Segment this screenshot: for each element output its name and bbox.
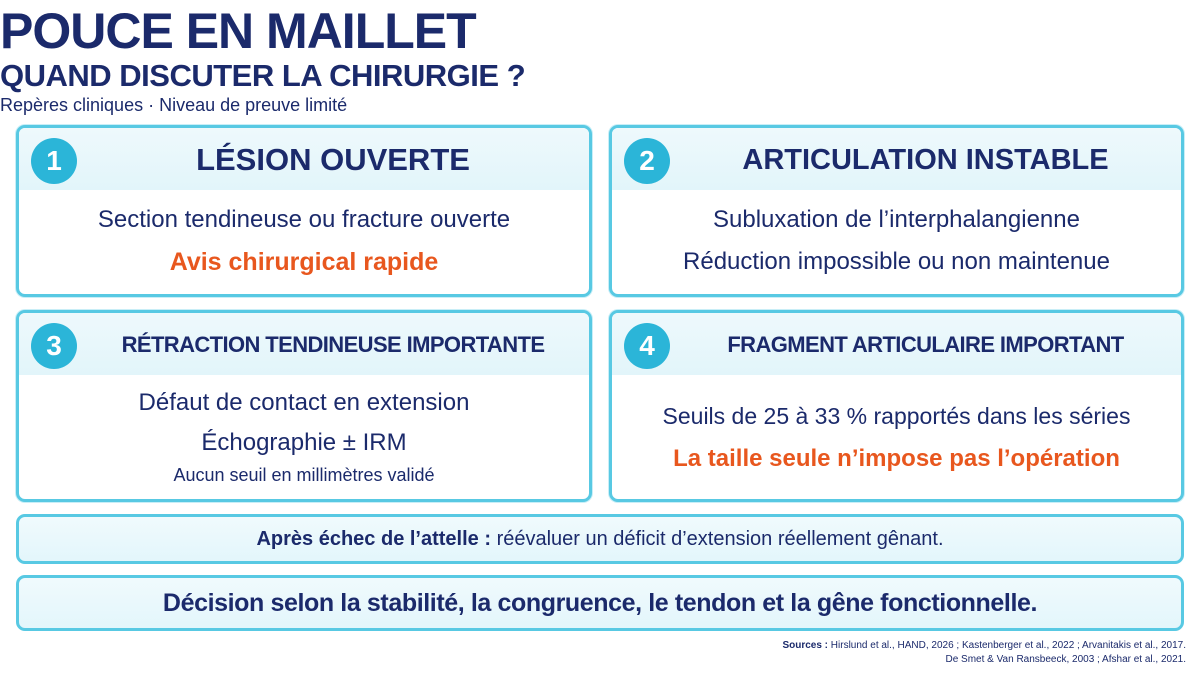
sources-line2: De Smet & Van Ransbeeck, 2003 ; Afshar et al., 2021.: [945, 654, 1186, 665]
sources-label: Sources :: [782, 640, 829, 651]
page-title: POUCE EN MAILLET: [0, 3, 476, 59]
card-header: [19, 313, 589, 375]
banner-text: réévaluer un déficit d’extension réellement gênant.: [491, 528, 944, 550]
card-articular-fragment: [609, 310, 1184, 502]
number-badge: 1: [31, 138, 77, 184]
card-header: [612, 313, 1181, 375]
card-note: Aucun seuil en millimètres validé: [173, 465, 435, 485]
card-open-lesion: [16, 125, 592, 297]
number-badge: 2: [624, 138, 670, 184]
card-title: FRAGMENT ARTICULAIRE IMPORTANT: [727, 332, 1124, 357]
card-title: ARTICULATION INSTABLE: [742, 144, 1109, 176]
banner-label: Après échec de l’attelle :: [256, 528, 492, 550]
card-line: Subluxation de l’interphalangienne: [713, 206, 1080, 233]
card-highlight: Avis chirurgical rapide: [169, 248, 439, 276]
card-line: Section tendineuse ou fracture ouverte: [97, 206, 511, 233]
card-line: Échographie ± IRM: [201, 429, 407, 456]
sources-continued: [945, 653, 1186, 666]
card-header: [612, 128, 1181, 190]
page-tagline: Repères cliniques · Niveau de preuve limité: [0, 95, 348, 115]
card-header: [19, 128, 589, 190]
decision-text: Décision selon la stabilité, la congruence, le tendon et la gêne fonctionnelle.: [162, 589, 1038, 617]
card-title: LÉSION OUVERTE: [196, 142, 470, 177]
sources: [782, 639, 1186, 652]
card-highlight: La taille seule n’impose pas l’opération: [673, 445, 1120, 472]
card-unstable-joint: [609, 125, 1184, 297]
number-badge: 3: [31, 323, 77, 369]
sources-line1: Hirslund et al., HAND, 2026 ; Kastenberger et al., 2022 ; Arvanitakis et al., 2017.: [828, 640, 1186, 651]
page-subtitle: QUAND DISCUTER LA CHIRURGIE ?: [0, 58, 526, 93]
splint-failure-banner: [16, 514, 1184, 564]
card-line: Seuils de 25 à 33 % rapportés dans les séries: [662, 403, 1131, 429]
number-badge: 4: [624, 323, 670, 369]
card-line: Défaut de contact en extension: [138, 389, 470, 416]
card-line: Réduction impossible ou non maintenue: [683, 248, 1110, 275]
card-tendon-retraction: [16, 310, 592, 502]
decision-banner: [16, 575, 1184, 631]
card-title: RÉTRACTION TENDINEUSE IMPORTANTE: [121, 332, 545, 357]
